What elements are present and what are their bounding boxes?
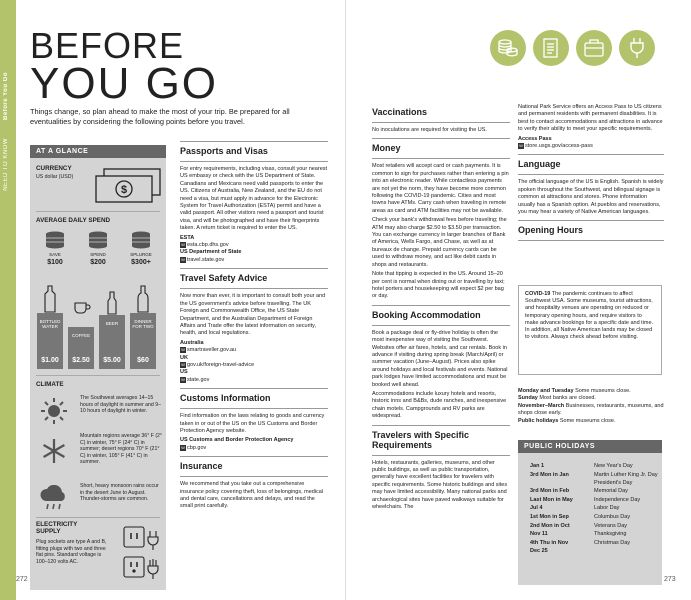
resource-link[interactable]: W store.usgs.gov/access-pass [519,143,593,150]
covid-box [518,285,662,375]
hours-row: Public holidays Some museums close. [518,417,616,424]
electricity-text: Plug sockets are type A and B, fitting plugs with two and three flat pins. Standard voltage is 100–120 volts AC. [36,539,107,565]
web-icon: W [181,376,185,382]
resource-label: US Customs and Border Protection Agency [180,437,294,444]
item-label: COFFEE [71,333,91,338]
socket-type-a-icon [122,525,162,556]
money-p3: Note that tipping is expected in the US. Around 15–20 per cent is normal when dining out or travelling by taxi; hotel porters and housekeeping will expect $2 per bag or day. [372,271,505,300]
divider [372,455,510,456]
spend-value: $100 [47,259,63,266]
divider [180,288,328,289]
divider [180,476,328,477]
passports-heading: Passports and Visas [180,146,268,156]
divider [518,154,664,155]
resource-link[interactable]: W smartraveller.gov.au [181,347,237,354]
web-icon: W [181,242,185,248]
svg-text:$: $ [120,184,128,196]
resource-link[interactable]: W travel.state.gov [181,256,225,263]
divider [518,174,664,175]
resource-label: US Department of State [180,249,242,256]
holiday-dates: Jan 1 3rd Mon in Jan 3rd Mon in Feb Last Mon in May Jul 4 1st Mon in Sep 2nd Mon in Oct Nov 11 4th Thu in Nov Dec 25 [530,463,573,555]
resource-link[interactable]: W cbp.gov [181,444,207,451]
page-number-left: 272 [16,576,28,583]
section-tab-bold: Before You Go [3,72,9,120]
resource-label: Australia [180,339,204,346]
vaccinations-body: No inoculations are required for visiting the US. [372,127,487,133]
rain-cloud-icon [38,485,70,518]
currency-value: US dollar (USD) [36,174,74,180]
wine-bottle-icon [136,285,150,318]
divider [180,268,328,269]
insurance-body: We recommend that you take out a comprehensive insurance policy covering theft, loss of belongings, medical and dental care, cancellations and delays, and read the small print carefully. [180,481,324,510]
spend-title: AVERAGE DAILY SPEND [36,217,111,224]
customs-body: Find information on the laws relating to goods and currency taken in or out of the US on the US Customs and Border Protection Agency website. [180,413,325,434]
divider [518,220,664,221]
web-icon: W [181,444,185,450]
spend-value: $200 [90,259,106,266]
booking-p2: Accommodations include luxury hotels and resorts, historic inns and B&Bs, dude ranches, and inexpensive chain motels. Campgrounds and RV parks are widespread. [372,390,507,420]
plug-icon [619,30,655,66]
resource-link[interactable]: W esta.cbp.dhs.gov [181,242,229,249]
climate-monsoon: Short, heavy monsoon rains occur in the desert June to August. Thunder-storms are common. [80,483,159,502]
divider [180,456,328,457]
item-label: BEER [105,321,119,326]
hours-heading: Opening Hours [518,225,583,236]
divider [180,161,328,162]
money-p1: Most retailers will accept card or cash payments. It is common to sign for purchases rather than entering a pin into an electronic reader. While contactless payments are not yet the norm, they have become more common following the COVID-19 pandemic. Cities and most towns have ATMs. Carry cash when traveling in remote areas as card and ATM facilities may not be available. [372,163,509,214]
resource-link[interactable]: W gov.uk/foreign-travel-advice [181,361,255,368]
hours-row: Monday and Tuesday Some museums close. [518,388,631,394]
covid-text: The pandemic continues to affect Southwest USA. Some museums, tourist attractions, and hospitality venues are operating on reduced or temporary opening hours, and require visitors to make advance bookings for a specific date and time. In addition, all Native American lands may be closed to visitors. Always check ahead before visiting. [525,291,654,341]
climate-temperatures: Mountain regions average 36° F (2° C) in winter, 75° F (24° C) in summer; desert regions 70° F (21° C) in winter, 105° F (41° C) in summer. [80,433,163,465]
divider [180,408,328,409]
specific-body: Hotels, restaurants, galleries, museums, and other public buildings, as well as public transportation, generally have excellent facilities for travelers with specific requirements. Some historic buildings and sites may have limited accessibility. Many national parks and archaeological sites have paved walkways suitable for wheelchairs. The [372,459,508,511]
beer-bottle-icon [106,291,118,320]
specific-heading: Travelers with Specific Requirements [372,429,470,450]
hours-row: November–March Businesses, restaurants, museums, and shops close early. [518,402,664,417]
resource-label: Access Pass [518,135,552,142]
divider [372,138,510,139]
insurance-heading: Insurance [180,461,223,472]
at-a-glance-panel [30,145,166,590]
page-title-line1: BEFORE [30,25,185,66]
climate-title: CLIMATE [36,381,64,388]
bottle-icon [43,285,57,318]
currency-title: CURRENCY [36,165,72,172]
right-column-1 [372,104,510,513]
document-icon [533,30,569,66]
safety-body: Now more than ever, it is important to consult both your and the US government's advice before travelling. The UK Foreign and Commonwealth Office, the US State Department, and the Australian Department of Foreign Affairs and Trade offer the latest information on security, health, and local regulations. [180,293,326,337]
divider [36,375,160,376]
item-value: $2.50 [72,357,90,364]
divider [372,305,510,306]
spend-label: SPEND [90,252,106,257]
web-icon: W [519,143,523,149]
web-icon: W [181,256,185,262]
intro-text: Things change, so plan ahead to make the most of your trip. Be prepared for all eventualities by considering the following points before you travel. [30,107,290,126]
spend-label: SAVE [49,252,61,257]
hours-row: Sunday Most banks are closed. [518,395,596,402]
safety-heading: Travel Safety Advice [180,273,268,284]
page-spine [345,0,346,600]
spend-label: SPLURGE [130,252,152,257]
coffee-cup-icon [73,301,91,320]
coin-stack-icon [87,231,109,254]
suitcase-icon [576,30,612,66]
divider [372,325,510,326]
item-label: BOTTLED WATER [39,319,61,329]
resource-link[interactable]: W state.gov [181,376,210,383]
booking-heading: Booking Accommodation [372,309,481,320]
coins-icon [490,30,526,66]
page-title-line2: YOU GO [30,59,219,108]
divider [518,240,664,241]
divider [36,517,160,518]
banknote-icon [94,167,164,212]
section-tab-label [3,60,13,200]
opening-hours-list [518,388,664,425]
item-label: DINNER FOR TWO [132,319,154,329]
money-heading: Money [372,143,401,154]
language-body: The official language of the US is English. Spanish is widely spoken throughout the Southwest, and bilingual signage is common at attractions and stores. Phone information usually has a Spanish option. At pueblos and reservations, you may hear a variety of Native American languages. [518,179,664,216]
access-body: National Park Service offers an Access Pass to US citizens and permanent residents with permanent disabilities. It is best to contact accommodations and attractions in advance to verify their ability to meet your specific requirements. [518,104,663,133]
item-value: $60 [137,357,149,364]
passports-body: For entry requirements, including visas, consult your nearest US embassy or check with the US Department of State. Canadians and Mexicans need valid passports to enter the US. Citizens of Australia, New Zealand, and the EU do not need a visa, but must apply in advance for the Electronic System for Travel Authorization (ESTA) permit and have a valid passport. All other visitors need a passport and tourist visa, and will be photographed and have their fingerprints taken. A return ticket is required to enter the US. [180,166,328,232]
right-column-2 [518,104,664,245]
divider [36,211,160,212]
coin-stack-icon [130,231,152,254]
vaccinations-heading: Vaccinations [372,107,428,117]
web-icon: W [181,361,185,367]
left-column [180,137,328,513]
public-holidays-heading: PUBLIC HOLIDAYS [518,440,662,453]
item-value: $5.00 [103,357,121,364]
electricity-title: ELECTRICITY SUPPLY [36,521,78,535]
resource-label: ESTA [180,234,195,241]
divider [180,388,328,389]
spend-value: $300+ [131,259,151,266]
resource-label: UK [180,354,188,361]
section-tab-text: NEED TO KNOW [3,138,9,191]
climate-daylight: The Southwest averages 14–15 hours of daylight in summer and 9–10 hours of daylight in winter. [80,395,162,414]
coin-stack-icon [44,231,66,254]
divider [180,141,328,142]
sun-icon [40,397,68,430]
page-number-right: 273 [664,576,676,583]
divider [372,425,510,426]
item-value: $1.00 [41,357,59,364]
socket-type-b-icon [122,555,162,586]
web-icon: W [181,347,185,353]
covid-label: COVID-19 [525,291,551,297]
booking-p1: Book a package deal or fly-drive holiday is often the most inexpensive way of visiting the Southwest. Websites offer air fares, hotels, and car rentals. Book in advance if visiting during spring break (March/April) or summer vacation (June–August). Prices also spike around holidays and local festivals and events. National park lodges have limited accommodations and must be booked well ahead. [372,329,508,388]
snowflake-icon [40,437,68,470]
resource-label: US [180,369,188,376]
divider [372,158,510,159]
language-heading: Language [518,159,561,170]
customs-heading: Customs Information [180,393,271,404]
public-holidays-panel [518,440,662,585]
divider [372,122,510,123]
at-a-glance-heading: AT A GLANCE [30,145,166,158]
money-p2: Check your bank's withdrawal fees before traveling; the ATM may also charge $2.50 to $3.50 per transaction. You can exchange currency in larger branches of Bank of America, Wells Fargo, and Chase, as well as at bureaux de change. Prepaid currency cards can be used to withdraw money, and act like debit cards in shops and restaurants. [372,217,507,268]
holiday-names: New Year's Day Martin Luther King Jr. Day President's Day Memorial Day Independence Day Labor Day Columbus Day Veterans Day Thanksgiving Christmas Day [594,463,658,546]
